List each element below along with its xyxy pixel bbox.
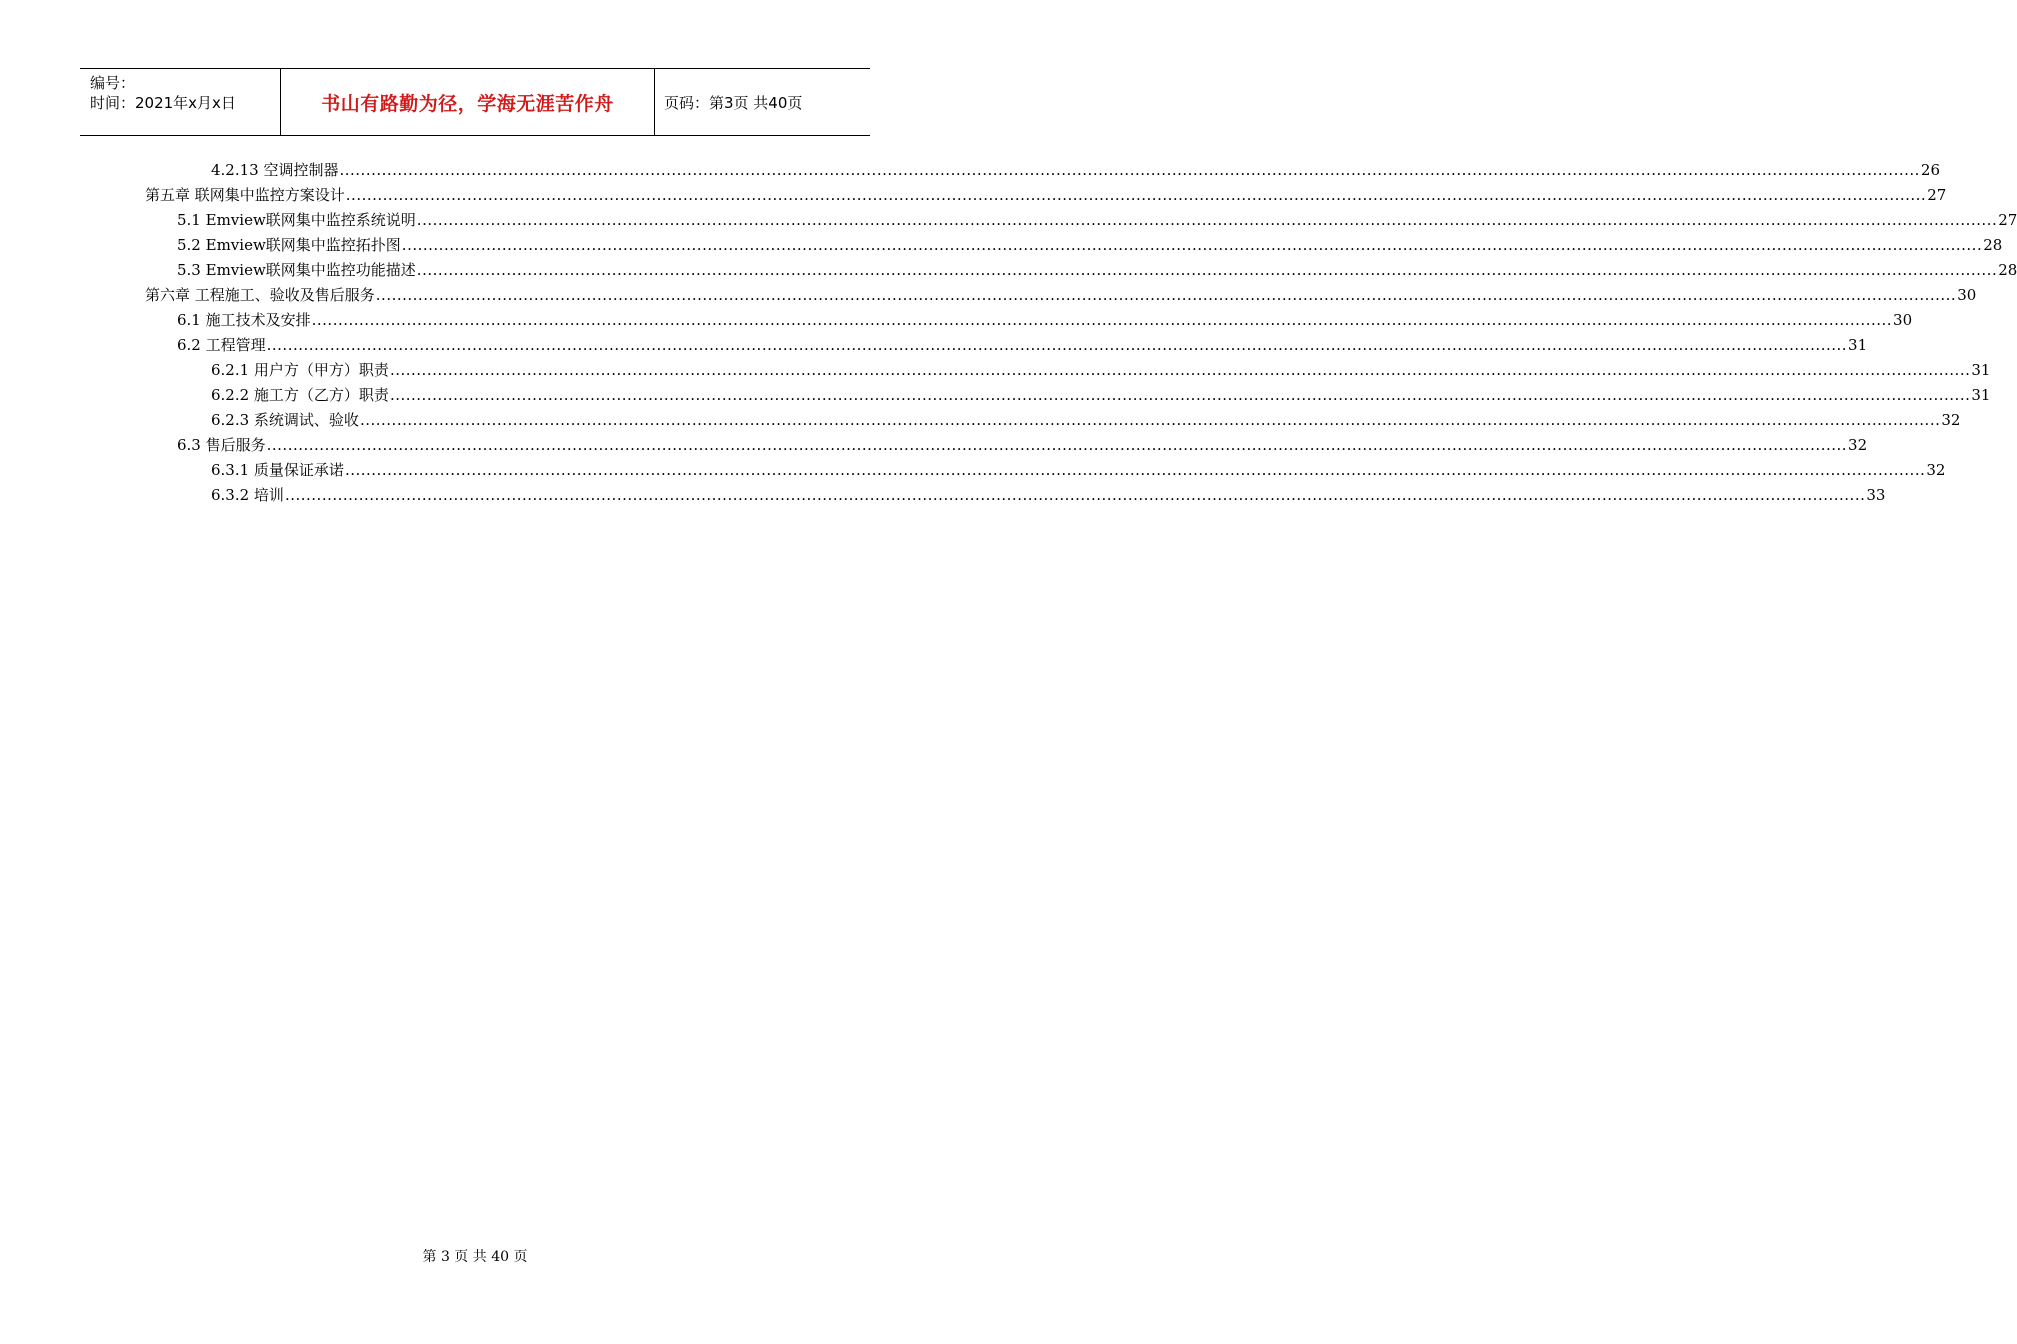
toc-entry-page: 30 — [1893, 311, 1913, 329]
toc-entry-page: 28 — [1998, 261, 2017, 279]
toc-entry-label: 6.2.3 系统调试、验收 — [211, 411, 359, 429]
toc-entry[interactable] — [211, 158, 1940, 183]
toc-leader-dots: ............................................................................................................................................................................................................................................................................................................ — [266, 336, 1848, 354]
toc-entry[interactable] — [145, 283, 1977, 308]
toc-leader-dots: ............................................................................................................................................................................................................................................................................................................ — [311, 311, 1893, 329]
toc-leader-dots: ............................................................................................................................................................................................................................................................................................................ — [375, 286, 1957, 304]
toc-entry-label: 6.2.2 施工方（乙方）职责 — [211, 386, 389, 404]
toc-leader-dots: ............................................................................................................................................................................................................................................................................................................ — [359, 411, 1941, 429]
toc-entry-page: 31 — [1971, 361, 1991, 379]
toc-entry-page: 31 — [1971, 386, 1991, 404]
toc-leader-dots: ............................................................................................................................................................................................................................................................................................................ — [389, 386, 1971, 404]
toc-entry[interactable] — [211, 483, 1886, 508]
toc-entry-page: 28 — [1983, 236, 2003, 254]
toc-entry[interactable] — [211, 408, 1961, 433]
toc-entry-label: 6.3 售后服务 — [177, 436, 266, 454]
toc-entry-page: 32 — [1848, 436, 1868, 454]
toc-entry-page: 27 — [1998, 211, 2017, 229]
toc-leader-dots: ............................................................................................................................................................................................................................................................................................................ — [401, 236, 1983, 254]
toc-entry[interactable] — [211, 458, 1946, 483]
toc-entry-page: 27 — [1927, 186, 1947, 204]
toc-entry[interactable] — [211, 383, 1991, 408]
header-motto: 书山有路勤为径，学海无涯苦作舟 — [281, 69, 655, 135]
page-footer — [0, 1246, 950, 1266]
toc-entry-label: 6.2 工程管理 — [177, 336, 266, 354]
toc-entry-label: 6.1 施工技术及安排 — [177, 311, 311, 329]
toc-entry-page: 30 — [1957, 286, 1977, 304]
toc-entry[interactable] — [177, 233, 2003, 258]
toc-leader-dots: ............................................................................................................................................................................................................................................................................................................ — [284, 486, 1866, 504]
toc-entry-label: 5.3 Emview联网集中监控功能描述 — [177, 261, 416, 279]
toc-entry-label: 第五章 联网集中监控方案设计 — [145, 186, 345, 204]
toc-entry-label: 5.2 Emview联网集中监控拓扑图 — [177, 236, 401, 254]
toc-entry-page: 33 — [1866, 486, 1886, 504]
footer-page-number: 第 3 页 共 40 页 — [422, 1249, 528, 1265]
toc-entry-label: 6.3.1 质量保证承诺 — [211, 461, 344, 479]
toc-entry[interactable] — [211, 358, 1991, 383]
toc-entry-page: 32 — [1926, 461, 1946, 479]
document-time-label: 时间：2021年x月x日 — [90, 94, 236, 112]
toc-entry[interactable] — [177, 333, 1868, 358]
toc-leader-dots: ............................................................................................................................................................................................................................................................................................................ — [345, 186, 1927, 204]
toc-entry-label: 6.3.2 培训 — [211, 486, 284, 504]
header-left-cell — [80, 69, 281, 135]
toc-entry-label: 4.2.13 空调控制器 — [211, 161, 339, 179]
toc-entry-page: 31 — [1848, 336, 1868, 354]
header-page-info: 页码：第3页 共40页 — [664, 93, 803, 112]
toc-entry[interactable] — [177, 208, 2017, 233]
toc-leader-dots: ............................................................................................................................................................................................................................................................................................................ — [416, 211, 1998, 229]
page-header — [80, 68, 870, 136]
toc-entry[interactable] — [177, 308, 1913, 333]
toc-leader-dots: ............................................................................................................................................................................................................................................................................................................ — [344, 461, 1926, 479]
document-number-label: 编号： — [90, 74, 136, 92]
toc-leader-dots: ............................................................................................................................................................................................................................................................................................................ — [416, 261, 1998, 279]
toc-leader-dots: ............................................................................................................................................................................................................................................................................................................ — [339, 161, 1920, 179]
toc-leader-dots: ............................................................................................................................................................................................................................................................................................................ — [389, 361, 1971, 379]
toc-entry-label: 6.2.1 用户方（甲方）职责 — [211, 361, 389, 379]
toc-entry-page: 26 — [1920, 161, 1940, 179]
toc-entry[interactable] — [145, 183, 1947, 208]
toc-entry-label: 第六章 工程施工、验收及售后服务 — [145, 286, 375, 304]
toc-leader-dots: ............................................................................................................................................................................................................................................................................................................ — [266, 436, 1848, 454]
toc-entry[interactable] — [177, 433, 1868, 458]
toc-entry-page: 32 — [1941, 411, 1961, 429]
toc-entry[interactable] — [177, 258, 2017, 283]
toc-entry-label: 5.1 Emview联网集中监控系统说明 — [177, 211, 416, 229]
